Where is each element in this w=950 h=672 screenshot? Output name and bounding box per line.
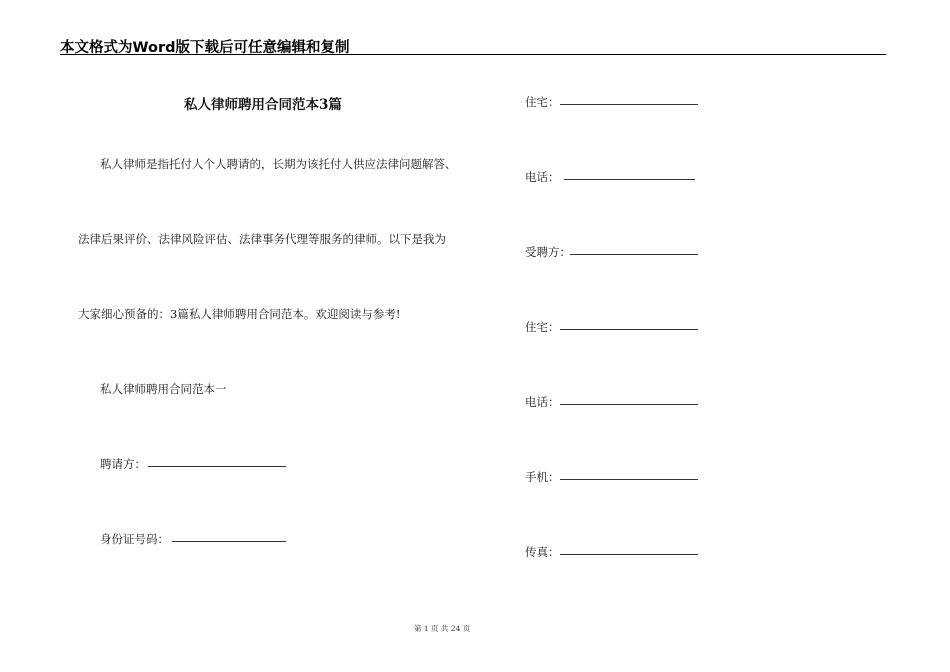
banner-divider (60, 54, 886, 55)
residence-label-1: 住宅： (525, 95, 560, 109)
fax-fill-line (560, 554, 698, 555)
id-number-fill-line (172, 541, 286, 542)
employee-label: 受聘方： (525, 245, 571, 259)
section-heading: 私人律师聘用合同范本一 (100, 382, 227, 396)
phone-label-1: 电话： (525, 170, 560, 184)
residence-fill-line-2 (560, 329, 698, 330)
phone-fill-line-1 (564, 179, 695, 180)
id-number-label: 身份证号码： (100, 532, 169, 546)
document-title: 私人律师聘用合同范本3篇 (184, 97, 342, 113)
fax-label: 传真： (525, 545, 560, 559)
intro-paragraph-line-3: 大家细心预备的：3篇私人律师聘用合同范本。欢迎阅读与参考! (78, 307, 401, 321)
mobile-fill-line (560, 479, 698, 480)
intro-paragraph-line-2: 法律后果评价、法律风险评估、法律事务代理等服务的律师。以下是我为 (78, 232, 446, 246)
phone-fill-line-2 (560, 404, 698, 405)
employee-fill-line (570, 254, 698, 255)
residence-fill-line-1 (560, 104, 698, 105)
page-indicator: 第 1 页 共 24 页 (414, 624, 471, 633)
employer-label: 聘请方： (100, 457, 146, 471)
employer-fill-line (148, 466, 286, 467)
phone-label-2: 电话： (525, 395, 560, 409)
document-banner: 本文格式为Word版下载后可任意编辑和复制 (60, 40, 350, 56)
residence-label-2: 住宅： (525, 320, 560, 334)
mobile-label: 手机： (525, 470, 560, 484)
intro-paragraph-line-1: 私人律师是指托付人个人聘请的，长期为该托付人供应法律问题解答、 (100, 157, 457, 171)
